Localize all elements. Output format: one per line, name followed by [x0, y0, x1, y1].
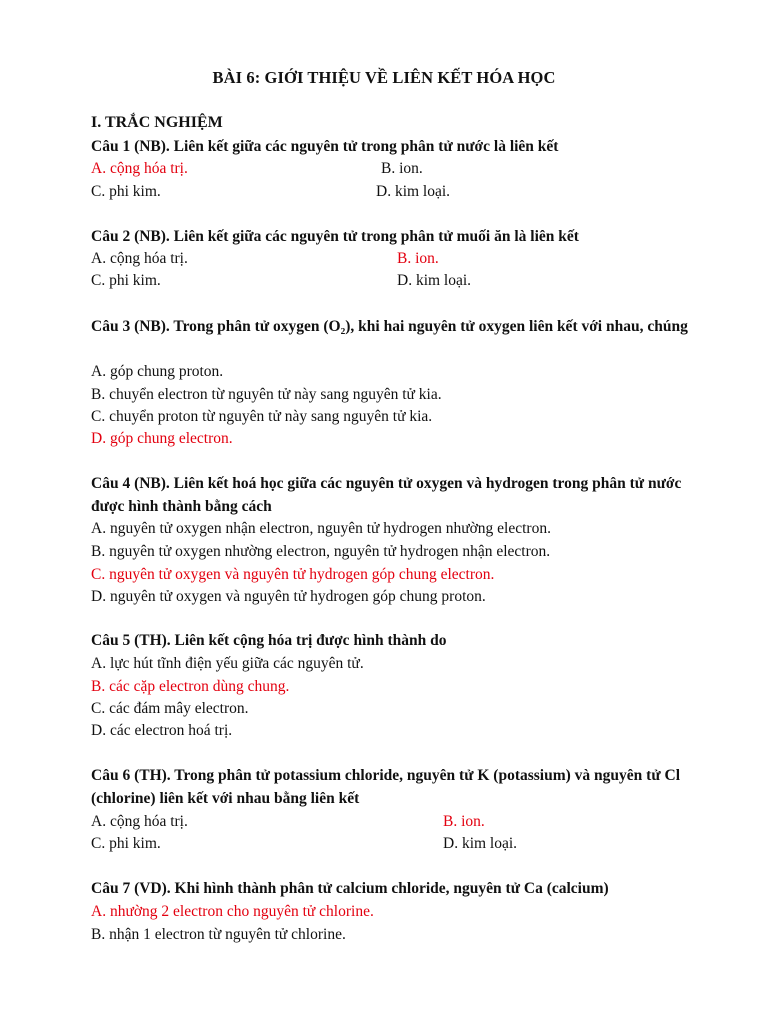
q1-option-b: B. ion.	[381, 160, 423, 177]
question-6: Câu 6 (TH). Trong phân tử potassium chloride, nguyên tử K (potassium) và nguyên tử Cl (chlorine) liên kết với nhau bằng liên kết	[91, 767, 681, 807]
question-1: Câu 1 (NB). Liên kết giữa các nguyên tử trong phân tử nước là liên kết	[91, 138, 559, 155]
q2-option-d: D. kim loại.	[397, 272, 472, 289]
question-2: Câu 2 (NB). Liên kết giữa các nguyên tử trong phân tử muối ăn là liên kết	[91, 228, 579, 245]
q5-option-b: B. các cặp electron dùng chung.	[91, 678, 290, 695]
q1-option-a: A. cộng hóa trị.	[91, 160, 188, 177]
q6-option-b: B. ion.	[443, 813, 485, 830]
q1-option-d: D. kim loại.	[376, 183, 451, 200]
q3-option-a: A. góp chung proton.	[91, 363, 224, 380]
q5-option-d: D. các electron hoá trị.	[91, 722, 233, 739]
q2-option-c: C. phi kim.	[91, 272, 161, 289]
q2-option-b: B. ion.	[397, 250, 439, 267]
q7-option-a: A. nhường 2 electron cho nguyên tử chlorine.	[91, 903, 374, 920]
q7-option-b: B. nhận 1 electron từ nguyên tử chlorine.	[91, 926, 346, 943]
q3-option-b: B. chuyển electron từ nguyên tử này sang nguyên tử kia.	[91, 386, 442, 403]
q4-option-b: B. nguyên tử oxygen nhường electron, nguyên tử hydrogen nhận electron.	[91, 543, 551, 560]
q3-option-d: D. góp chung electron.	[91, 430, 233, 447]
q5-option-c: C. các đám mây electron.	[91, 700, 249, 717]
q4-option-d: D. nguyên tử oxygen và nguyên tử hydrogen góp chung proton.	[91, 588, 486, 605]
page-title: BÀI 6: GIỚI THIỆU VỀ LIÊN KẾT HÓA HỌC	[212, 68, 556, 87]
question-4: Câu 4 (NB). Liên kết hoá học giữa các nguyên tử oxygen và hydrogen trong phân tử nước được hình thành bằng cách	[91, 475, 682, 515]
section-heading: I. TRẮC NGHIỆM	[91, 114, 223, 131]
q6-option-a: A. cộng hóa trị.	[91, 813, 188, 830]
question-7: Câu 7 (VD). Khi hình thành phân tử calcium chloride, nguyên tử Ca (calcium)	[91, 880, 609, 897]
question-3: Câu 3 (NB). Trong phân tử oxygen (O₂), khi hai nguyên tử oxygen liên kết với nhau, chúng	[91, 318, 688, 335]
q5-option-a: A. lực hút tĩnh điện yếu giữa các nguyên tử.	[91, 655, 364, 672]
q6-option-d: D. kim loại.	[443, 835, 518, 852]
q3-option-c: C. chuyển proton từ nguyên tử này sang nguyên tử kia.	[91, 408, 433, 425]
q1-option-c: C. phi kim.	[91, 183, 161, 200]
q6-option-c: C. phi kim.	[91, 835, 161, 852]
q4-option-a: A. nguyên tử oxygen nhận electron, nguyên tử hydrogen nhường electron.	[91, 520, 551, 537]
q4-option-c: C. nguyên tử oxygen và nguyên tử hydrogen góp chung electron.	[91, 566, 495, 583]
question-5: Câu 5 (TH). Liên kết cộng hóa trị được hình thành do	[91, 632, 447, 649]
q2-option-a: A. cộng hóa trị.	[91, 250, 188, 267]
